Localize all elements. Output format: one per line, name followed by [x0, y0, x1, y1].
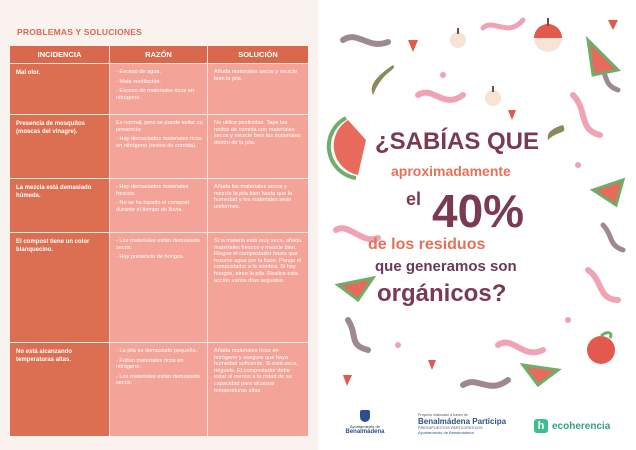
reason-item: - Los materiales están demasiado secos. — [116, 238, 200, 251]
poster-line-2: aproximadamente — [391, 163, 511, 179]
table-row — [10, 178, 308, 232]
watermelon-icon — [588, 40, 618, 75]
strawberry-icon — [608, 20, 618, 30]
incidence-cell: La mezcla está demasiado húmeda. — [10, 179, 110, 232]
incidence-cell: El compost tiene un color blanquecino. — [10, 233, 110, 342]
ayuntamiento-name: Benalmádena — [345, 429, 385, 435]
panel-title: PROBLEMAS Y SOLUCIONES — [17, 27, 142, 37]
header-solution: SOLUCIÓN — [208, 46, 308, 63]
watermelon-icon — [593, 180, 623, 205]
poster-line-6: que generamos son — [375, 258, 517, 275]
apple-core-icon — [485, 86, 501, 106]
table-row — [10, 114, 308, 178]
poster-line-5: de los residuos — [368, 236, 486, 253]
reason-item: - Hay presencia de hongos. — [116, 254, 185, 261]
poster-line-1: ¿SABÍAS QUE — [375, 128, 540, 155]
solution-cell: Añada materiales ricos en nitrógeno y asegure que haya humedad suficiente. Si está seca, riéguela. El compostador debe estar al menos a la mitad de su capacidad para alcanzar temperaturas altas. — [208, 343, 308, 436]
strawberry-icon — [428, 360, 436, 370]
table-header — [10, 46, 308, 63]
apple-core-icon — [450, 28, 466, 48]
problems-table — [10, 46, 308, 436]
worm-icon — [603, 225, 623, 250]
reason-cell — [110, 115, 208, 178]
incidence-cell: Mal olor. — [10, 64, 110, 114]
ayuntamiento-label: Ayuntamiento de — [350, 424, 380, 429]
reason-item: - La pila es demasiado pequeña. — [116, 348, 198, 354]
watermelon-icon — [338, 278, 373, 300]
strawberry-icon — [408, 40, 418, 52]
apple-core-icon — [534, 18, 562, 52]
worm-icon — [343, 37, 388, 44]
table-row — [10, 63, 308, 114]
worm-icon — [483, 20, 523, 28]
worm-icon — [588, 270, 618, 300]
benalmadena-participa-logo — [418, 413, 514, 435]
ayuntamiento-logo — [336, 410, 394, 435]
reason-item: - Hay demasiados materiales frescos. — [116, 184, 189, 197]
incidence-cell: No está alcanzando temperaturas altas. — [10, 343, 110, 436]
reason-item: - No se ha tapado el compost durante el tiempo de lluvia. — [116, 200, 190, 213]
worm-icon — [498, 343, 543, 353]
incidence-cell: Presencia de mosquitos (moscas del vinagre). — [10, 115, 110, 178]
worm-icon — [573, 95, 600, 135]
reason-item: - Exceso de agua. — [116, 69, 162, 75]
reason-cell — [110, 64, 208, 114]
solution-cell: No utilice pesticidas. Tape los restos de comida con materiales secos y mezcle bien los materiales dentro de la pila. — [208, 115, 308, 178]
reason-item: - Exceso de materiales ricos en nitrógeno. — [116, 88, 195, 101]
reason-item: Es normal, pero se puede evitar su presencia: — [116, 120, 203, 133]
table-row — [10, 232, 308, 342]
reason-item: - Faltan materiales ricos en nitrógeno. — [116, 357, 184, 371]
reason-cell — [110, 343, 208, 436]
reason-item: - Los materiales están demasiado secos. — [116, 373, 200, 387]
leaf-icon — [548, 125, 565, 140]
reason-item: - Hay demasiados materiales ricos en nitrógeno (restos de comida). — [116, 136, 202, 149]
reason-cell — [110, 233, 208, 342]
header-incidence: INCIDENCIA — [10, 46, 110, 63]
poster-line-3: el — [406, 189, 422, 209]
reason-cell — [110, 179, 208, 232]
bp-tagline: PRESUPUESTOS PARTICIPATIVOS — [418, 426, 483, 430]
solution-cell: Si la materia está muy seca, añada materiales frescos y mezcle bien. Riegue el compostador hasta que rezume agua por la base. Ponga el compostador a la sombra. Si hay hongos, airee la pila. Realice esta acción varios días seguidos. — [208, 233, 308, 342]
poster-percentage: 40% — [432, 185, 525, 237]
table-row — [10, 342, 308, 436]
worm-icon — [418, 93, 463, 100]
reason-item: - Mala ventilación. — [116, 78, 162, 85]
ecoherencia-mark-icon: h — [534, 419, 548, 433]
shield-icon — [360, 410, 370, 422]
apple-icon — [587, 333, 615, 364]
poster-line-7: orgánicos? — [377, 280, 507, 307]
bp-suffix: Ayuntamiento de Benalmádena — [418, 430, 474, 435]
solution-cell: Añada los materiales secos y mezcle la pila bien hasta que la humedad y los materiales sean uniformes. — [208, 179, 308, 232]
header-reason: RAZÓN — [110, 46, 208, 63]
leaf-icon — [372, 65, 394, 95]
worm-icon — [348, 320, 368, 350]
worm-icon — [463, 380, 508, 386]
strawberry-icon — [343, 375, 352, 386]
strawberry-icon — [508, 110, 516, 120]
poster-panel — [318, 0, 636, 450]
ecoherencia-logo — [534, 419, 610, 433]
solution-cell: Añada materiales secos y mezcle bien la pila. — [208, 64, 308, 114]
bp-name: Benalmádena Participa — [418, 417, 507, 426]
watermelon-icon — [523, 365, 558, 385]
ecoherencia-name: ecoherencia — [552, 420, 611, 432]
bp-prefix: Proyecto elaborado a través de — [418, 413, 468, 417]
